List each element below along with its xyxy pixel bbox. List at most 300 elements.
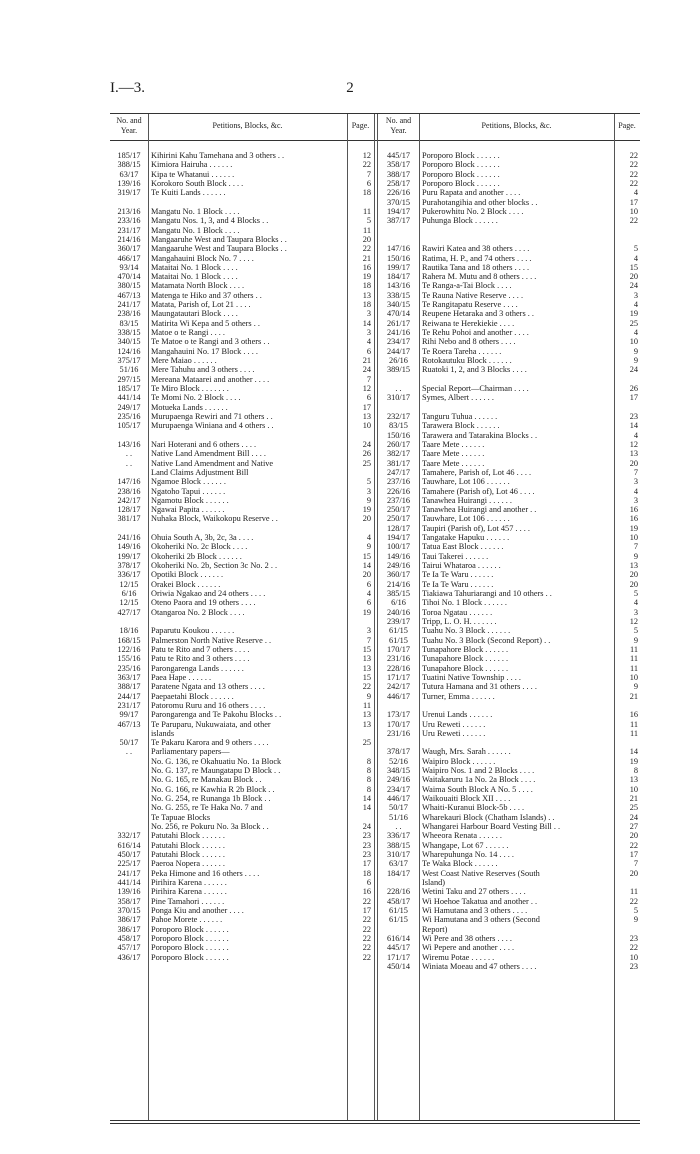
row-number: 61/15 bbox=[389, 635, 408, 645]
header-rule bbox=[110, 140, 640, 141]
row-petition: Tunapahore Block . . . . . . bbox=[422, 644, 509, 654]
top-rule bbox=[110, 113, 640, 114]
row-petition: Pahoe Morete . . . . . . bbox=[151, 915, 223, 925]
row-page: 22 bbox=[362, 915, 371, 925]
row-petition: Mataitai No. 1 Block . . . . bbox=[151, 262, 238, 272]
row-petition: Poroporo Block . . . . . . bbox=[151, 952, 229, 962]
row-page: 3 bbox=[633, 290, 638, 300]
row-number: 199/17 bbox=[117, 551, 141, 561]
row-petition: Murupaenga Rewiri and 71 others . . bbox=[151, 411, 273, 421]
row-page: 20 bbox=[629, 831, 638, 841]
index-row bbox=[0, 869, 700, 878]
index-row bbox=[0, 431, 700, 440]
row-page: 22 bbox=[362, 933, 371, 943]
index-row bbox=[0, 487, 700, 496]
row-petition: Okoheriki No. 2b, Section 3c No. 2 . . bbox=[151, 561, 278, 571]
row-petition: Island) bbox=[422, 877, 446, 887]
row-number: 231/16 bbox=[386, 728, 411, 738]
row-page: 16 bbox=[362, 262, 371, 272]
row-number: 241/16 bbox=[386, 328, 411, 338]
row-petition: Paparutu Koukou . . . . . . bbox=[151, 626, 235, 636]
row-petition: Tairui Whataroa . . . . . . bbox=[422, 561, 501, 571]
row-number: 249/17 bbox=[117, 402, 141, 412]
row-page: 3 bbox=[366, 309, 371, 319]
row-page: 9 bbox=[633, 346, 638, 356]
index-row bbox=[0, 925, 700, 934]
row-petition: Ngatoho Tapui . . . . . . bbox=[151, 486, 226, 496]
index-row bbox=[0, 272, 700, 281]
row-number: 235/16 bbox=[117, 411, 141, 421]
index-row bbox=[0, 701, 700, 710]
row-number: 231/17 bbox=[117, 700, 141, 710]
row-number: 446/17 bbox=[386, 794, 411, 804]
index-row bbox=[0, 720, 700, 729]
row-page: 7 bbox=[633, 859, 638, 869]
row-number: 386/17 bbox=[117, 924, 141, 934]
row-page: 20 bbox=[362, 234, 371, 244]
row-number: 147/16 bbox=[386, 244, 411, 254]
row-page: 9 bbox=[633, 551, 638, 561]
row-page: 11 bbox=[630, 663, 638, 673]
index-row bbox=[0, 934, 700, 943]
row-number: 171/17 bbox=[386, 672, 411, 682]
row-petition: Waima South Block A No. 5 . . . . bbox=[422, 784, 533, 794]
row-petition: Wharekauri Block (Chatham Islands) . . bbox=[422, 812, 555, 822]
row-number: 105/17 bbox=[117, 421, 141, 431]
row-page: 13 bbox=[362, 411, 371, 421]
row-petition: Waitakaruru 1a No. 2a Block . . . . bbox=[422, 775, 536, 785]
row-page: 20 bbox=[362, 570, 371, 580]
column-header-petitions: Petitions, Blocks, &c. bbox=[481, 121, 552, 130]
row-petition: Mataitai No. 1 Block . . . . bbox=[151, 272, 238, 282]
row-number: 360/17 bbox=[386, 570, 411, 580]
row-page: 14 bbox=[362, 318, 371, 328]
row-page: 25 bbox=[362, 458, 371, 468]
row-number: 124/16 bbox=[117, 346, 141, 356]
row-number: 260/17 bbox=[386, 439, 411, 449]
index-row bbox=[0, 393, 700, 402]
row-number: 358/17 bbox=[117, 896, 141, 906]
row-page: 10 bbox=[362, 421, 371, 431]
row-petition: Special Report—Chairman . . . . bbox=[422, 384, 529, 393]
row-petition: Ngamoe Block . . . . . . bbox=[151, 477, 226, 487]
index-row bbox=[0, 440, 700, 449]
index-row bbox=[0, 561, 700, 570]
row-page: 4 bbox=[366, 533, 371, 543]
row-number: 388/17 bbox=[117, 682, 141, 692]
row-page: 12 bbox=[362, 384, 371, 393]
row-number: 310/17 bbox=[386, 393, 411, 403]
row-number: 445/17 bbox=[386, 151, 411, 160]
row-page: 26 bbox=[629, 384, 638, 393]
row-petition: Wiremu Potae . . . . . . bbox=[422, 952, 495, 962]
row-petition: Motueka Lands . . . . . . bbox=[151, 402, 228, 412]
row-page: 7 bbox=[633, 542, 638, 552]
row-petition: Purahotangihia and other blocks . . bbox=[422, 197, 538, 207]
row-page: 12 bbox=[629, 439, 638, 449]
index-row bbox=[0, 785, 700, 794]
row-number: 381/17 bbox=[386, 458, 411, 468]
row-page: 10 bbox=[629, 533, 638, 543]
row-petition: Taare Mete . . . . . . bbox=[422, 449, 485, 459]
row-petition: Wi Hamutana and 3 others (Second bbox=[422, 915, 540, 925]
row-page: 4 bbox=[633, 430, 638, 440]
row-number: 171/17 bbox=[386, 952, 411, 962]
row-petition: islands bbox=[151, 728, 175, 738]
row-number: 380/15 bbox=[117, 281, 141, 291]
row-number: 441/14 bbox=[117, 877, 141, 887]
row-petition: Maungatautari Block . . . . bbox=[151, 309, 238, 319]
row-number: 458/17 bbox=[386, 896, 411, 906]
row-petition: Tatua East Block . . . . . . bbox=[422, 542, 504, 552]
row-page: 7 bbox=[366, 169, 371, 179]
row-petition: Native Land Amendment Bill . . . . bbox=[151, 449, 266, 459]
row-petition: Te Miro Block . . . . . . . bbox=[151, 384, 229, 393]
row-number: 149/16 bbox=[386, 551, 411, 561]
row-petition: No. G. 137, re Maungatapu D Block . . bbox=[151, 766, 281, 776]
row-page: 10 bbox=[629, 337, 638, 347]
row-number: 235/16 bbox=[117, 663, 141, 673]
index-row bbox=[0, 179, 700, 188]
row-page: 22 bbox=[362, 952, 371, 962]
row-petition: Mere Maiao . . . . . . bbox=[151, 356, 217, 366]
row-page: 22 bbox=[629, 151, 638, 160]
row-number: 441/14 bbox=[117, 393, 141, 403]
row-petition: Tripp, L. O. H. . . . . . . bbox=[422, 617, 497, 626]
row-page: 11 bbox=[363, 225, 371, 235]
row-number: 194/17 bbox=[386, 533, 411, 543]
index-row bbox=[0, 300, 700, 309]
index-row bbox=[0, 822, 700, 831]
row-page: 22 bbox=[629, 216, 638, 226]
row-page: 19 bbox=[629, 309, 638, 319]
row-page: 20 bbox=[362, 514, 371, 524]
row-number: 340/15 bbox=[117, 337, 141, 347]
row-page: 19 bbox=[362, 272, 371, 282]
row-number: 244/17 bbox=[386, 346, 411, 356]
row-page: 19 bbox=[362, 607, 371, 617]
row-page: 13 bbox=[362, 654, 371, 664]
row-page: 13 bbox=[362, 663, 371, 673]
row-number: 199/17 bbox=[386, 262, 411, 272]
row-petition: Ngamotu Block . . . . . . bbox=[151, 495, 229, 505]
row-petition: Matenga te Hiko and 37 others . . bbox=[151, 290, 262, 300]
row-page: 18 bbox=[362, 281, 371, 291]
index-row bbox=[0, 598, 700, 607]
row-number: 319/17 bbox=[117, 188, 141, 198]
row-petition: West Coast Native Reserves (South bbox=[422, 868, 540, 878]
row-number: 214/16 bbox=[117, 234, 141, 244]
row-number: 226/16 bbox=[386, 188, 411, 198]
row-number: 436/17 bbox=[117, 952, 141, 962]
index-row bbox=[0, 468, 700, 477]
row-page: 22 bbox=[362, 943, 371, 953]
row-number: 338/15 bbox=[386, 290, 411, 300]
index-row bbox=[0, 608, 700, 617]
row-page: 22 bbox=[629, 178, 638, 188]
index-row bbox=[0, 626, 700, 635]
row-page: 22 bbox=[362, 896, 371, 906]
row-page: 13 bbox=[629, 775, 638, 785]
index-row bbox=[0, 542, 700, 551]
row-number: 6/16 bbox=[121, 589, 137, 599]
row-page: 8 bbox=[366, 784, 371, 794]
row-page: 16 bbox=[629, 514, 638, 524]
index-row bbox=[0, 747, 700, 756]
row-number: 18/16 bbox=[119, 626, 139, 636]
row-page: 21 bbox=[629, 691, 638, 701]
row-number: 51/16 bbox=[389, 812, 408, 822]
row-page: 25 bbox=[629, 803, 638, 813]
row-petition: Patu te Rito and 3 others . . . . bbox=[151, 654, 250, 664]
row-number: . . bbox=[125, 747, 133, 757]
row-page: 23 bbox=[629, 961, 638, 971]
row-number: 378/17 bbox=[386, 747, 411, 757]
row-number: 348/15 bbox=[386, 766, 411, 776]
row-page: 9 bbox=[633, 635, 638, 645]
row-page: 17 bbox=[362, 859, 371, 869]
row-petition: Tamahere, Parish of, Lot 46 . . . . bbox=[422, 467, 532, 477]
row-number: 457/17 bbox=[117, 943, 141, 953]
row-petition: Okoheriki No. 2c Block . . . . bbox=[151, 542, 248, 552]
row-page: 23 bbox=[629, 411, 638, 421]
row-petition: Poroporo Block . . . . . . bbox=[422, 160, 500, 170]
row-number: 470/14 bbox=[386, 309, 411, 319]
row-petition: Waikouaiti Block XII . . . . bbox=[422, 794, 511, 804]
row-page: 7 bbox=[633, 467, 638, 477]
row-petition: Tuahu No. 3 Block . . . . . . bbox=[422, 626, 511, 636]
index-row bbox=[0, 897, 700, 906]
row-petition: Tauwhare, Lot 106 . . . . . . bbox=[422, 477, 510, 487]
row-page: 11 bbox=[363, 206, 371, 216]
bottom-rule-2 bbox=[110, 1123, 640, 1124]
index-row bbox=[0, 384, 700, 393]
row-petition: Te Paruparu, Nukuwaiata, and other bbox=[151, 719, 271, 729]
row-number: 170/17 bbox=[386, 644, 411, 654]
index-row bbox=[0, 775, 700, 784]
row-number: 228/16 bbox=[386, 887, 411, 897]
row-petition: Poroporo Block . . . . . . bbox=[422, 169, 500, 179]
row-number: 225/17 bbox=[117, 859, 141, 869]
row-petition: Pine Tamahori . . . . . . bbox=[151, 896, 225, 906]
row-petition: Wheeora Renata . . . . . . bbox=[422, 831, 502, 841]
row-number: 458/17 bbox=[117, 933, 141, 943]
row-petition: Te Kuiti Lands . . . . . . bbox=[151, 188, 226, 198]
row-petition: Tunapahore Block . . . . . . bbox=[422, 654, 509, 664]
page-reference: I.—3. bbox=[110, 80, 145, 96]
row-number: 382/17 bbox=[386, 449, 411, 459]
row-petition: Mere Tahuhu and 3 others . . . . bbox=[151, 365, 255, 375]
row-petition: Okoheriki 2b Block . . . . . . bbox=[151, 551, 242, 561]
index-row bbox=[0, 729, 700, 738]
row-page: 4 bbox=[366, 337, 371, 347]
row-number: 386/17 bbox=[117, 915, 141, 925]
index-row bbox=[0, 915, 700, 924]
row-petition: Murupaenga Winiana and 4 others . . bbox=[151, 421, 274, 431]
row-number: 61/15 bbox=[389, 626, 408, 636]
row-page: 21 bbox=[362, 356, 371, 366]
row-page: 22 bbox=[629, 896, 638, 906]
row-page: 4 bbox=[633, 486, 638, 496]
index-row bbox=[0, 449, 700, 458]
row-page: 3 bbox=[633, 607, 638, 617]
row-number: 240/16 bbox=[386, 607, 411, 617]
row-petition: Symes, Albert . . . . . . bbox=[422, 393, 494, 403]
row-page: 20 bbox=[629, 272, 638, 282]
row-petition: Poroporo Block . . . . . . bbox=[151, 924, 229, 934]
row-page: 9 bbox=[633, 682, 638, 692]
row-number: 233/16 bbox=[117, 216, 141, 226]
row-page: 24 bbox=[362, 822, 371, 832]
row-page: 10 bbox=[629, 206, 638, 216]
row-page: 19 bbox=[362, 505, 371, 515]
index-row bbox=[0, 412, 700, 421]
row-petition: Wi Hoehoe Takatua and another . . bbox=[422, 896, 538, 906]
row-number: 242/17 bbox=[117, 495, 141, 505]
row-number: 385/15 bbox=[386, 589, 411, 599]
row-number: 214/16 bbox=[386, 579, 411, 589]
index-row bbox=[0, 421, 700, 430]
index-row bbox=[0, 496, 700, 505]
row-number: 122/16 bbox=[117, 644, 141, 654]
row-page: 23 bbox=[362, 840, 371, 850]
row-number: 387/17 bbox=[386, 216, 411, 226]
row-number: 51/16 bbox=[119, 365, 139, 375]
column-header-page: Page. bbox=[618, 121, 636, 130]
row-petition: Rihi Nebo and 8 others . . . . bbox=[422, 337, 516, 347]
row-number: 332/17 bbox=[117, 831, 141, 841]
index-row bbox=[0, 803, 700, 812]
row-page: 11 bbox=[630, 654, 638, 664]
row-petition: Poroporo Block . . . . . . bbox=[422, 151, 500, 160]
row-number: 360/17 bbox=[117, 244, 141, 254]
row-number: 239/17 bbox=[386, 617, 411, 626]
row-number: 388/15 bbox=[117, 160, 141, 170]
row-number: 247/17 bbox=[386, 467, 411, 477]
row-petition: Te Rauna Native Reserve . . . . bbox=[422, 290, 524, 300]
row-petition: Rawiri Katea and 38 others . . . . bbox=[422, 244, 530, 254]
row-number: 168/15 bbox=[117, 635, 141, 645]
index-row bbox=[0, 403, 700, 412]
row-page: 3 bbox=[366, 626, 371, 636]
row-page: 5 bbox=[366, 216, 371, 226]
row-page: 6 bbox=[366, 346, 371, 356]
row-number: . . bbox=[395, 384, 402, 393]
row-petition: Reiwana te Herekiekie . . . . bbox=[422, 318, 515, 328]
row-petition: Kimiora Hairuha . . . . . . bbox=[151, 160, 233, 170]
row-petition: Peka Himone and 16 others . . . . bbox=[151, 868, 260, 878]
row-page: 3 bbox=[633, 495, 638, 505]
row-page: 11 bbox=[630, 887, 638, 897]
row-number: 375/17 bbox=[117, 356, 141, 366]
row-petition: Report) bbox=[422, 924, 448, 934]
index-row bbox=[0, 645, 700, 654]
row-petition: Oriwia Ngakao and 24 others . . . . bbox=[151, 589, 266, 599]
row-page: 16 bbox=[629, 710, 638, 720]
row-number: 388/17 bbox=[386, 169, 411, 179]
row-page: 15 bbox=[362, 551, 371, 561]
index-row bbox=[0, 198, 700, 207]
row-petition: Ratima, H. P., and 74 others . . . . bbox=[422, 253, 532, 263]
row-page: 5 bbox=[366, 477, 371, 487]
index-row bbox=[0, 831, 700, 840]
index-row bbox=[0, 235, 700, 244]
row-number: 194/17 bbox=[386, 206, 411, 216]
row-petition: Paea Hape . . . . . . bbox=[151, 672, 212, 682]
row-number: 184/17 bbox=[386, 272, 411, 282]
row-petition: Tangatake Hapuku . . . . . . bbox=[422, 533, 510, 543]
row-number: 213/16 bbox=[117, 206, 141, 216]
row-page: 8 bbox=[366, 766, 371, 776]
row-page: 22 bbox=[362, 924, 371, 934]
row-page: 14 bbox=[362, 803, 371, 813]
row-page: 15 bbox=[629, 262, 638, 272]
row-number: 12/15 bbox=[119, 598, 139, 608]
row-number: 100/17 bbox=[386, 542, 411, 552]
row-number: 450/17 bbox=[117, 850, 141, 859]
row-page: 22 bbox=[629, 840, 638, 850]
index-row bbox=[0, 654, 700, 663]
row-petition: Ruatoki 1, 2, and 3 Blocks . . . . bbox=[422, 365, 527, 375]
row-petition: Matoe o te Rangi . . . . bbox=[151, 328, 225, 338]
index-row bbox=[0, 953, 700, 962]
row-page: 19 bbox=[629, 523, 638, 533]
row-page: 9 bbox=[366, 542, 371, 552]
row-page: 10 bbox=[629, 952, 638, 962]
row-page: 11 bbox=[630, 728, 638, 738]
row-page: 27 bbox=[629, 822, 638, 832]
row-petition: Ngawai Papita . . . . . . bbox=[151, 505, 225, 515]
row-petition: Urenui Lands . . . . . . bbox=[422, 710, 493, 720]
row-page: 15 bbox=[362, 644, 371, 654]
row-page: 12 bbox=[362, 151, 371, 160]
row-number: 388/15 bbox=[386, 840, 411, 850]
row-number: 61/15 bbox=[389, 915, 408, 925]
index-row bbox=[0, 710, 700, 719]
row-petition: Matamata North Block . . . . bbox=[151, 281, 245, 291]
row-number: 310/17 bbox=[386, 850, 411, 859]
row-petition: Te Rehu Pohoi and another . . . . bbox=[422, 328, 529, 338]
row-petition: Paepaetahi Block . . . . . . bbox=[151, 691, 234, 701]
row-petition: Te Momi No. 2 Block . . . . bbox=[151, 393, 241, 403]
row-number: 249/16 bbox=[386, 775, 411, 785]
row-petition: Ohuia South A, 3b, 2c, 3a . . . . bbox=[151, 533, 254, 543]
row-number: 297/15 bbox=[117, 374, 141, 384]
index-row bbox=[0, 319, 700, 328]
row-number: 616/14 bbox=[117, 840, 141, 850]
row-petition: Matirita Wi Kepa and 5 others . . bbox=[151, 318, 260, 328]
row-petition: Pirihira Karena . . . . . . bbox=[151, 877, 227, 887]
row-page: 4 bbox=[633, 300, 638, 310]
row-number: 336/17 bbox=[386, 831, 411, 841]
row-page: 6 bbox=[366, 598, 371, 608]
row-number: 50/17 bbox=[389, 803, 408, 813]
row-petition: Land Claims Adjustment Bill bbox=[151, 467, 249, 477]
row-number: 170/17 bbox=[386, 719, 411, 729]
row-page: 25 bbox=[629, 318, 638, 328]
row-petition: No. 256, re Pokuru No. 3a Block . . bbox=[151, 822, 269, 832]
row-number: 63/17 bbox=[389, 859, 408, 869]
row-page: 7 bbox=[366, 374, 371, 384]
row-page: 22 bbox=[629, 169, 638, 179]
row-number: 155/16 bbox=[117, 654, 141, 664]
row-petition: Wetini Taku and 27 others . . . . bbox=[422, 887, 526, 897]
index-row bbox=[0, 794, 700, 803]
index-row bbox=[0, 263, 700, 272]
row-number: 370/15 bbox=[386, 197, 411, 207]
row-number: 83/15 bbox=[389, 421, 408, 431]
row-page: 5 bbox=[633, 626, 638, 636]
